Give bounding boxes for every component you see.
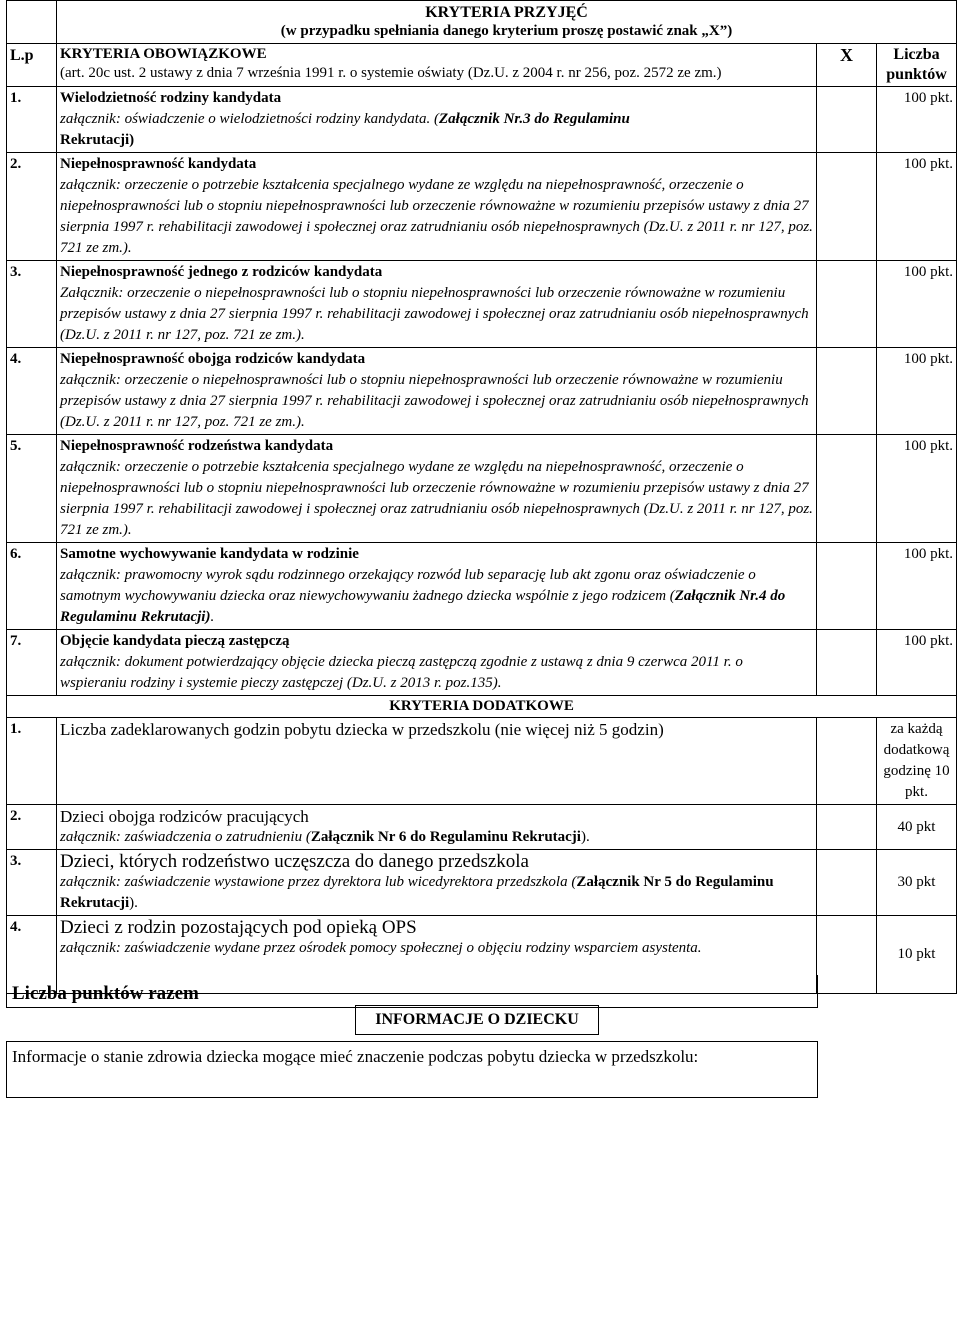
points-value: 30 pkt — [877, 850, 957, 916]
criterion-attachment: Załącznik: orzeczenie o niepełnosprawności lub o stopniu niepełnosprawności lub orzeczenie równoważne w rozumieniu przepisów ustawy z dnia 27 sierpnia 1997 r. rehabilitacji zawodowej i społecznej oraz zatrudnianiu osób niepełnosprawnych (Dz.U. z 2011 r. nr 127, poz. 721 ze zm.). — [60, 285, 809, 343]
points-value: 100 pkt. — [877, 630, 957, 696]
form-title: KRYTERIA PRZYJĘĆ — [425, 4, 588, 21]
attachment-reference: Załącznik Nr.4 do Regulaminu Rekrutacji) — [60, 588, 786, 625]
col-lp: L.p — [7, 44, 57, 87]
attachment-reference: Załącznik Nr 5 do Regulaminu Rekrutacji — [60, 874, 774, 911]
row-number: 2. — [7, 805, 57, 850]
mandatory-row — [7, 348, 957, 435]
row-number: 5. — [7, 435, 57, 543]
checkbox-cell[interactable] — [817, 805, 877, 850]
points-value: 100 pkt. — [877, 87, 957, 153]
criterion-title: Dzieci obojga rodziców pracujących — [60, 807, 309, 826]
points-value: 10 pkt — [877, 916, 957, 994]
mandatory-row — [7, 87, 957, 153]
mandatory-row — [7, 630, 957, 696]
criterion-attachment: załącznik: zaświadczenie wystawione przez dyrektora lub wicedyrektora przedszkola ( — [60, 874, 577, 890]
attachment-reference-tail: ). — [129, 895, 138, 911]
additional-row — [7, 805, 957, 850]
attachment-reference-tail: . — [210, 609, 215, 625]
criterion-title: Niepełnosprawność rodzeństwa kandydata — [60, 438, 334, 454]
column-header-row — [7, 44, 957, 87]
col-x: X — [817, 44, 877, 87]
criterion-title: Niepełnosprawność obojga rodziców kandydata — [60, 351, 366, 367]
attachment-reference: Załącznik Nr 6 do Regulaminu Rekrutacji — [310, 829, 581, 845]
points-value: 100 pkt. — [877, 261, 957, 348]
criterion-attachment: załącznik: zaświadczenie wydane przez ośrodek pomocy społecznej o objęciu rodziny wsparciem asystenta. — [60, 940, 702, 956]
criterion-title: Liczba zadeklarowanych godzin pobytu dziecka w przedszkolu (nie więcej niż 5 godzin) — [57, 718, 817, 805]
checkbox-cell[interactable] — [817, 850, 877, 916]
additional-row — [7, 718, 957, 805]
total-points-label: Liczba punktów razem — [12, 983, 199, 1004]
form-subtitle: (w przypadku spełniania danego kryterium proszę postawić znak „X”) — [280, 23, 733, 39]
checkbox-cell[interactable] — [817, 87, 877, 153]
points-value: 100 pkt. — [877, 153, 957, 261]
criterion-title: Samotne wychowywanie kandydata w rodzinie — [60, 546, 359, 562]
criterion-attachment: załącznik: prawomocny wyrok sądu rodzinnego orzekający rozwód lub separację lub akt zgonu oraz oświadczenie o samotnym wychowywaniu dziecka oraz niewychowywaniu żadnego dziecka wspólnie z jego rodzicem ( — [60, 567, 756, 604]
checkbox-cell[interactable] — [817, 261, 877, 348]
points-value: 100 pkt. — [877, 348, 957, 435]
criterion-title: Dzieci, których rodzeństwo uczęszcza do danego przedszkola — [60, 851, 529, 872]
criterion-attachment: załącznik: dokument potwierdzający objęcie dziecka pieczą zastępczą zgodnie z ustawą z dnia 9 czerwca 2011 r. o wspieraniu rodziny i systemie pieczy zastępczej (Dz.U. z 2013 r. poz.135). — [60, 654, 743, 691]
row-number: 3. — [7, 261, 57, 348]
additional-criteria-header: KRYTERIA DODATKOWE — [7, 696, 957, 718]
checkbox-cell[interactable] — [817, 435, 877, 543]
row-number: 4. — [7, 348, 57, 435]
row-number: 1. — [7, 718, 57, 805]
row-number: 7. — [7, 630, 57, 696]
mandatory-row — [7, 435, 957, 543]
points-value: 40 pkt — [877, 805, 957, 850]
checkbox-cell[interactable] — [817, 916, 877, 994]
col-mandatory-basis: (art. 20c ust. 2 ustawy z dnia 7 września 1991 r. o systemie oświaty (Dz.U. z 2004 r. nr 256, poz. 2572 ze zm.) — [60, 65, 722, 81]
criterion-attachment: załącznik: zaświadczenia o zatrudnieniu ( — [60, 829, 311, 845]
attachment-reference-tail: ). — [580, 829, 590, 845]
points-value: 100 pkt. — [877, 543, 957, 630]
additional-row — [7, 850, 957, 916]
additional-header-row — [7, 696, 957, 718]
mandatory-row — [7, 543, 957, 630]
row-number: 6. — [7, 543, 57, 630]
criteria-table — [6, 0, 957, 994]
points-value: 100 pkt. — [877, 435, 957, 543]
criterion-title: Wielodzietność rodziny kandydata — [60, 90, 282, 106]
criterion-attachment: załącznik: orzeczenie o potrzebie kształcenia specjalnego wydane ze względu na niepełnosprawność, orzeczenie o niepełnosprawności lub o stopniu niepełnosprawności lub orzeczenie równoważne w rozumieniu przepisów ustawy z dnia 27 sierpnia 1997 r. rehabilitacji zawodowej i społecznej oraz zatrudnianiu osób niepełnosprawnych (Dz.U. z 2011 r. nr 127, poz. 721 ze zm.). — [60, 459, 813, 538]
row-number: 1. — [7, 87, 57, 153]
mandatory-row — [7, 261, 957, 348]
checkbox-cell[interactable] — [817, 348, 877, 435]
row-number: 2. — [7, 153, 57, 261]
col-mandatory-title: KRYTERIA OBOWIĄZKOWE — [60, 46, 267, 62]
attachment-reference: Załącznik Nr.3 do Regulaminu — [438, 111, 630, 127]
checkbox-cell[interactable] — [817, 543, 877, 630]
child-health-info-label: Informacje o stanie zdrowia dziecka mogące mieć znaczenie podczas pobytu dziecka w przedszkolu: — [12, 1047, 699, 1066]
criterion-title: Niepełnosprawność kandydata — [60, 156, 257, 172]
criterion-title: Objęcie kandydata pieczą zastępczą — [60, 633, 290, 649]
mandatory-row — [7, 153, 957, 261]
criterion-title: Niepełnosprawność jednego z rodziców kandydata — [60, 264, 383, 280]
criterion-title: Dzieci z rodzin pozostających pod opieką OPS — [60, 917, 417, 938]
header-row — [7, 1, 957, 44]
points-value: za każdą dodatkową godzinę 10 pkt. — [877, 718, 957, 805]
col-points: Liczba punktów — [877, 44, 957, 87]
criterion-attachment: załącznik: orzeczenie o potrzebie kształcenia specjalnego wydane ze względu na niepełnosprawność, orzeczenie o niepełnosprawności lub o stopniu niepełnosprawności lub orzeczenie równoważne w rozumieniu przepisów ustawy z dnia 27 sierpnia 1997 r. rehabilitacji zawodowej i społecznej oraz zatrudnianiu osób niepełnosprawnych (Dz.U. z 2011 r. nr 127, poz. 721 ze zm.). — [60, 177, 813, 256]
checkbox-cell[interactable] — [817, 718, 877, 805]
criterion-attachment: załącznik: oświadczenie o wielodzietności rodziny kandydata. ( — [60, 111, 439, 127]
child-info-header: INFORMACJE O DZIECKU — [355, 1005, 599, 1035]
row-number: 3. — [7, 850, 57, 916]
criterion-attachment: załącznik: orzeczenie o niepełnosprawności lub o stopniu niepełnosprawności lub orzeczenie równoważne w rozumieniu przepisów ustawy z dnia 27 sierpnia 1997 r. rehabilitacji zawodowej i społecznej oraz zatrudnianiu osób niepełnosprawnych (Dz.U. z 2011 r. nr 127, poz. 721 ze zm.). — [60, 372, 809, 430]
checkbox-cell[interactable] — [817, 153, 877, 261]
row-number: 4. — [7, 916, 57, 994]
checkbox-cell[interactable] — [817, 630, 877, 696]
attachment-reference-tail: Rekrutacji) — [60, 132, 135, 148]
